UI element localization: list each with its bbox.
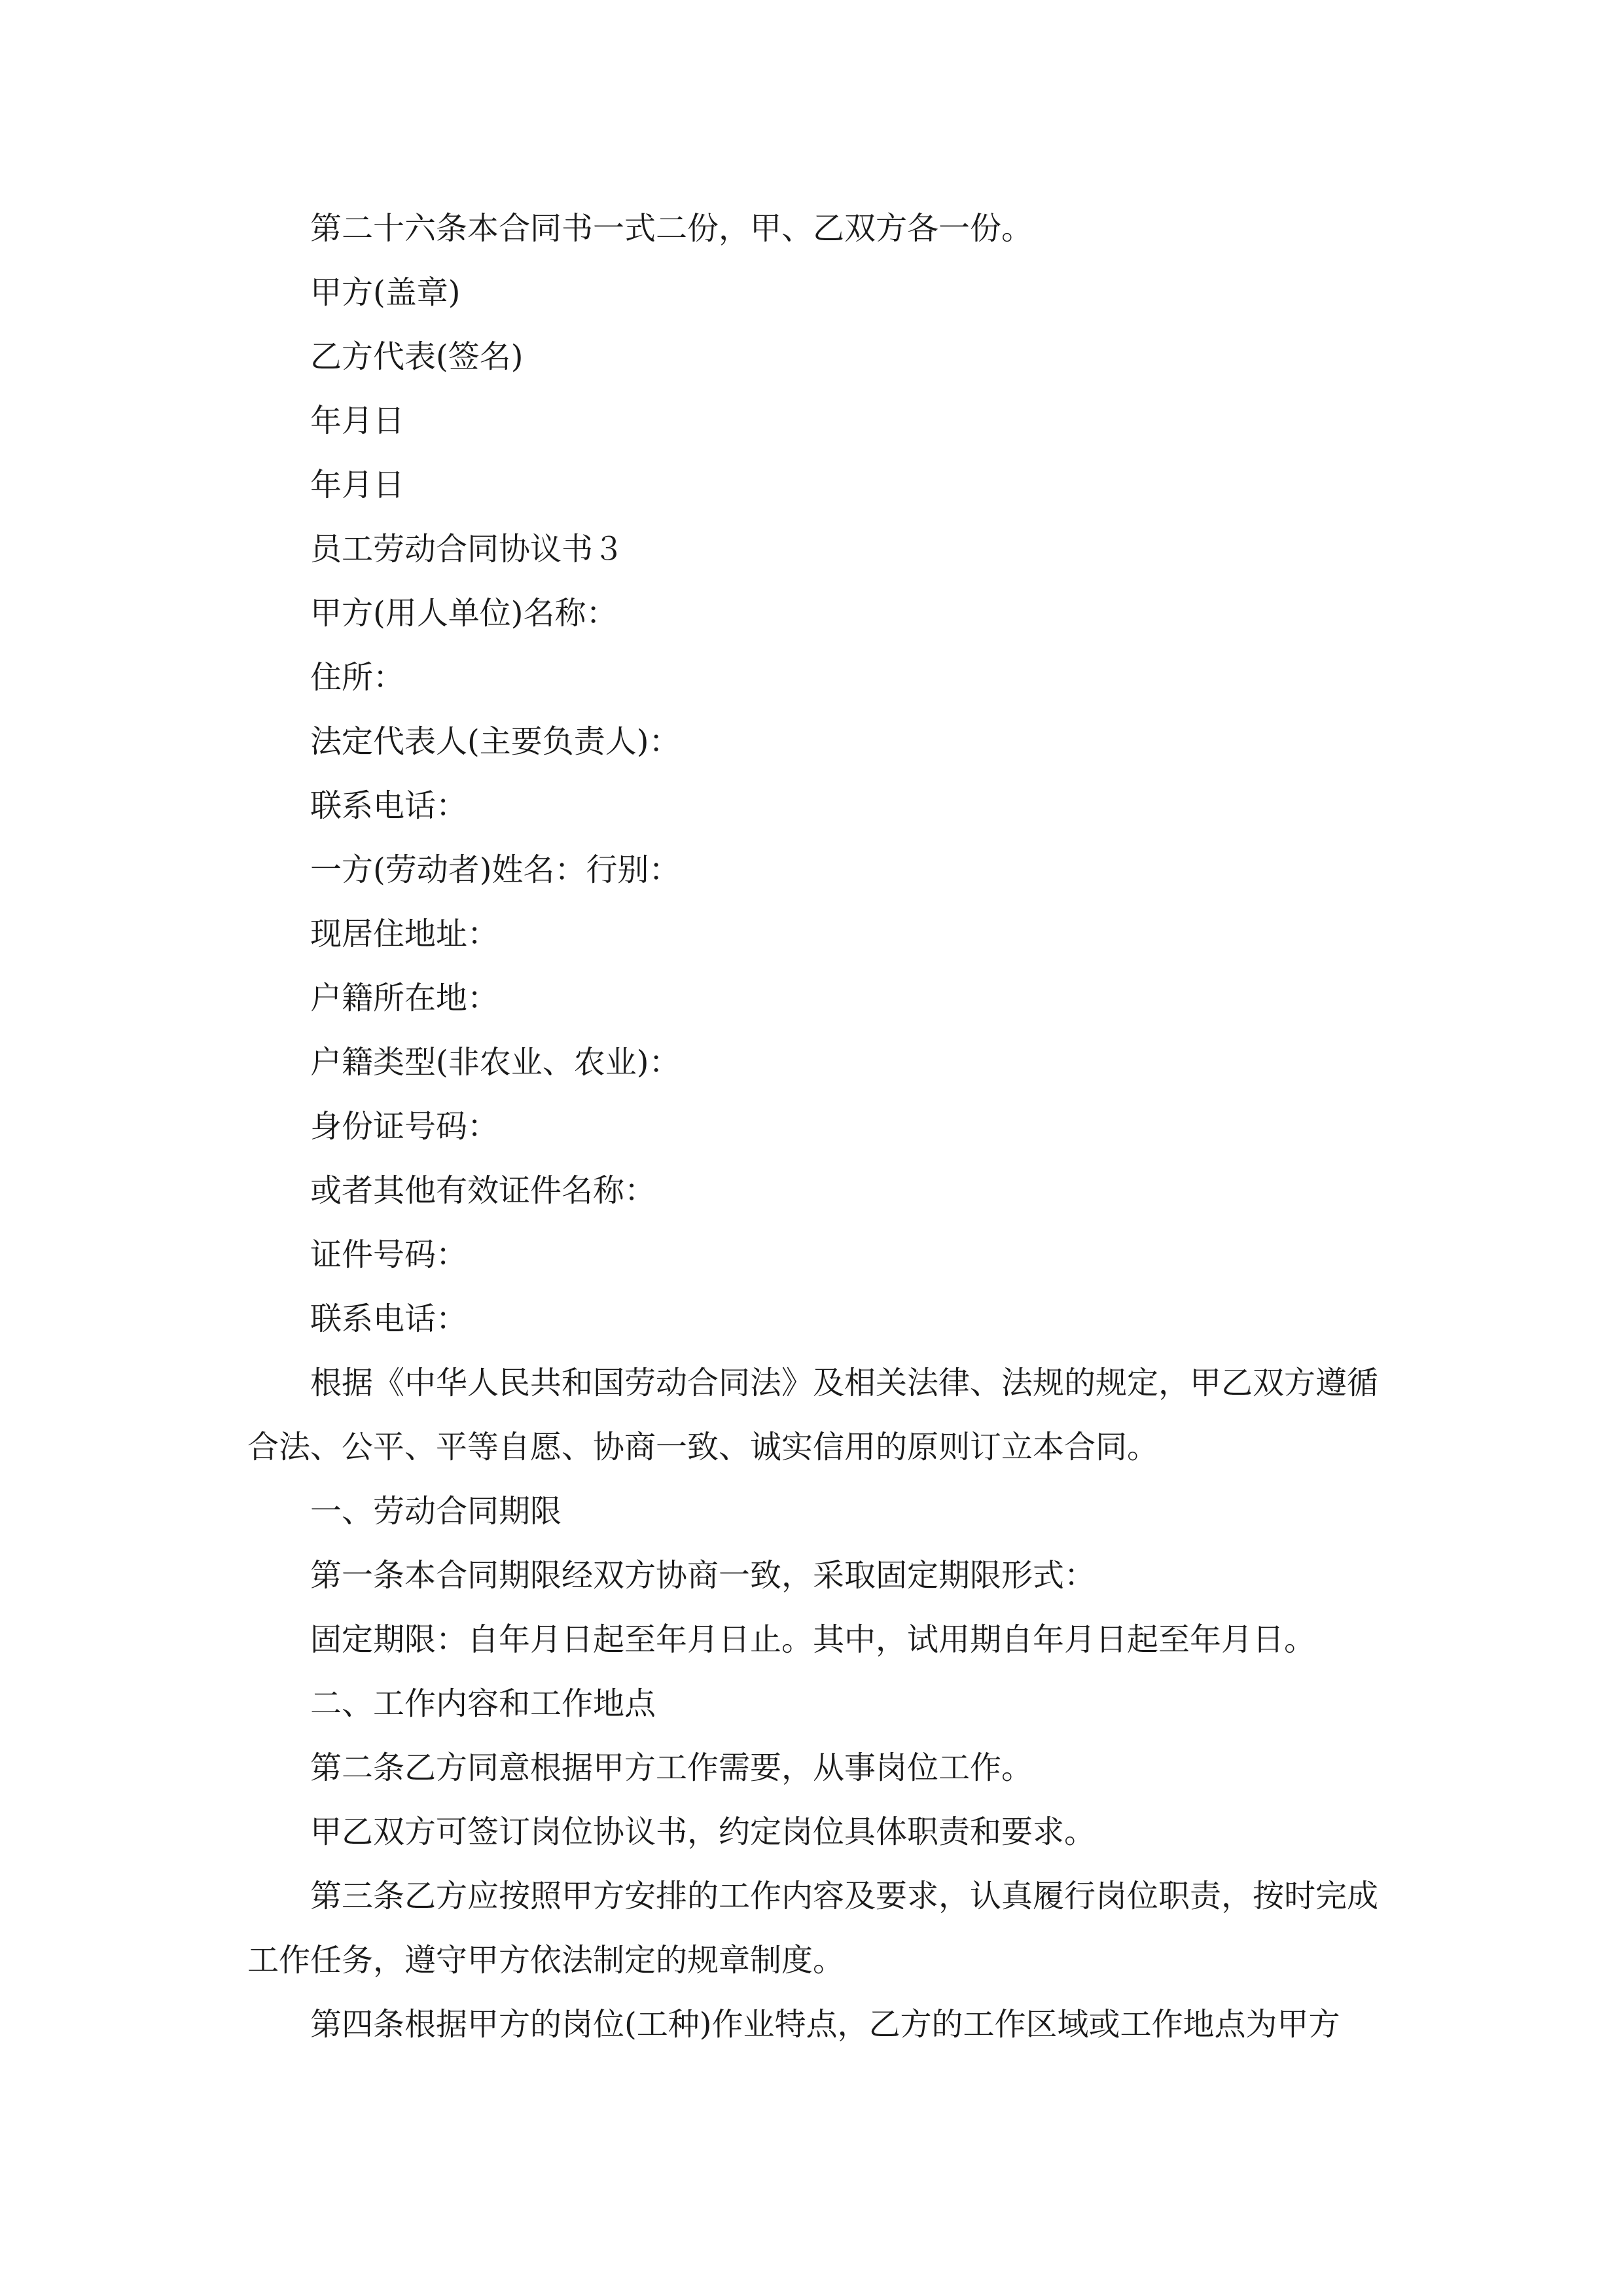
paragraph: 根据《中华人民共和国劳动合同法》及相关法律、法规的规定，甲乙双方遵循合法、公平、平等自愿、协商一致、诚实信用的原则订立本合同。 [247, 1365, 1379, 1465]
paragraph: 一方(劳动者)姓名：行别： [310, 852, 681, 888]
paragraph: 年月日 [310, 403, 405, 439]
paragraph: 证件号码： [310, 1236, 468, 1273]
section-heading: 一、劳动合同期限 [310, 1493, 562, 1530]
paragraph: 乙方代表(签名) [310, 338, 524, 375]
paragraph: 甲方(盖章) [310, 274, 461, 311]
paragraph: 第一条本合同期限经双方协商一致，采取固定期限形式： [310, 1557, 1096, 1594]
paragraph: 年月日 [310, 467, 405, 503]
paragraph: 联系电话： [310, 1300, 468, 1337]
paragraph: 第二条乙方同意根据甲方工作需要，从事岗位工作。 [310, 1749, 1033, 1786]
paragraph: 身份证号码： [310, 1108, 499, 1145]
paragraph: 法定代表人(主要负责人)： [310, 723, 681, 760]
paragraph: 或者其他有效证件名称： [310, 1172, 656, 1209]
paragraph: 联系电话： [310, 787, 468, 824]
paragraph: 第二十六条本合同书一式二份，甲、乙双方各一份。 [310, 210, 1033, 247]
section-title: 员工劳动合同协议书３ [310, 531, 625, 567]
paragraph: 甲方(用人单位)名称： [310, 595, 618, 632]
document-body [247, 196, 1391, 2056]
paragraph: 第三条乙方应按照甲方安排的工作内容及要求，认真履行岗位职责，按时完成工作任务，遵守甲方依法制定的规章制度。 [247, 1878, 1379, 1979]
paragraph: 住所： [310, 659, 405, 696]
paragraph: 户籍类型(非农业、农业)： [310, 1044, 681, 1081]
paragraph: 固定期限：自年月日起至年月日止。其中，试用期自年月日起至年月日。 [310, 1621, 1316, 1658]
paragraph: 甲乙双方可签订岗位协议书，约定岗位具体职责和要求。 [310, 1814, 1096, 1850]
paragraph: 户籍所在地： [310, 980, 499, 1016]
paragraph: 现居住地址： [310, 916, 499, 952]
section-heading: 二、工作内容和工作地点 [310, 1685, 656, 1722]
paragraph: 第四条根据甲方的岗位(工种)作业特点，乙方的工作区域或工作地点为甲方 [310, 2006, 1340, 2043]
